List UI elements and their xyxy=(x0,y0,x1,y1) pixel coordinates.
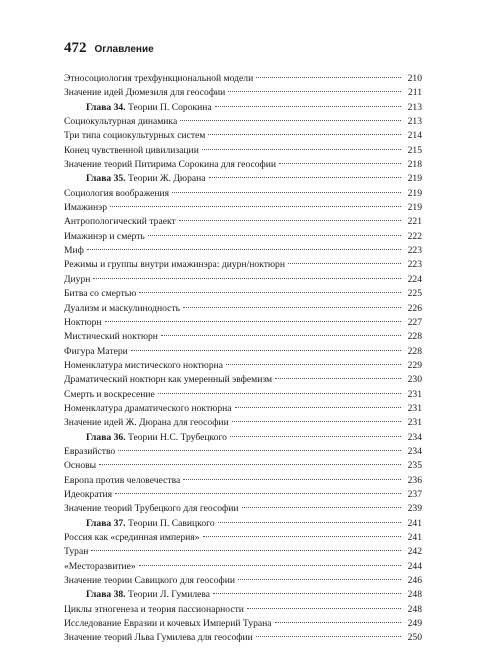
toc-page-number: 223 xyxy=(407,245,422,257)
toc-chapter-entry xyxy=(64,588,422,602)
table-of-contents xyxy=(64,72,422,646)
dot-leader xyxy=(215,106,401,107)
toc-entry-title: Диурн xyxy=(64,273,91,285)
toc-entry-title: Значение идей Дюмезиля для геософии xyxy=(64,87,226,99)
toc-entry-title: Антропологический траект xyxy=(64,216,176,228)
toc-entry xyxy=(64,129,422,143)
toc-entry-title: Значение идей Ж. Дюрана для геософии xyxy=(64,417,229,429)
toc-entry xyxy=(64,474,422,488)
dot-leader xyxy=(87,249,401,250)
toc-entry xyxy=(64,86,422,100)
chapter-title: Теории П. Сорокина xyxy=(127,101,212,113)
toc-page-number: 237 xyxy=(407,488,422,500)
dot-leader xyxy=(172,192,401,193)
toc-entry-title: Номенклатура мистического ноктюрна xyxy=(64,359,224,371)
toc-page-number: 231 xyxy=(407,388,422,400)
toc-entry xyxy=(64,574,422,588)
toc-entry-title: Миф xyxy=(64,245,84,257)
toc-page-number: 213 xyxy=(407,101,422,113)
dot-leader xyxy=(208,134,401,135)
dot-leader xyxy=(232,421,401,422)
dot-leader xyxy=(228,91,401,92)
toc-entry-title: Социология воображения xyxy=(64,187,170,199)
toc-entry-title: Битва со смертью xyxy=(64,288,137,300)
toc-page-number: 250 xyxy=(407,632,422,644)
dot-leader xyxy=(209,177,401,178)
dot-leader xyxy=(183,307,401,308)
toc-entry-title: Три типа социокультурных систем xyxy=(64,130,206,142)
chapter-title: Теории П. Савицкого xyxy=(127,517,215,529)
dot-leader xyxy=(226,364,401,365)
toc-entry xyxy=(64,502,422,516)
toc-entry xyxy=(64,244,422,258)
toc-entry xyxy=(64,258,422,272)
toc-entry-title: Идеократия xyxy=(64,488,113,500)
toc-page-number: 231 xyxy=(407,417,422,429)
toc-entry-title: Драматический ноктюрн как умеренный эвфемизм xyxy=(64,374,273,386)
toc-entry-title: Значение теорий Льва Гумилева для геософии xyxy=(64,632,253,644)
toc-entry-title: Основы xyxy=(64,460,97,472)
toc-entry xyxy=(64,330,422,344)
dot-leader xyxy=(256,77,401,78)
toc-entry-title: Номенклатура драматического ноктюрна xyxy=(64,402,232,414)
toc-page-number: 234 xyxy=(407,431,422,443)
dot-leader xyxy=(247,608,401,609)
dot-leader xyxy=(180,120,401,121)
dot-leader xyxy=(213,593,401,594)
toc-entry-title: Имажинэр xyxy=(64,202,108,214)
toc-chapter-entry xyxy=(64,517,422,531)
toc-entry xyxy=(64,201,422,215)
chapter-number: Глава 38. xyxy=(86,589,126,601)
toc-entry xyxy=(64,345,422,359)
chapter-number: Глава 35. xyxy=(86,173,126,185)
toc-page-number: 219 xyxy=(407,187,422,199)
dot-leader xyxy=(161,335,401,336)
toc-entry xyxy=(64,545,422,559)
toc-entry-title xyxy=(64,588,210,602)
toc-entry-title: Конец чувственной цивилизации xyxy=(64,144,199,156)
toc-page-number: 218 xyxy=(407,159,422,171)
toc-page-number: 230 xyxy=(407,374,422,386)
toc-page-number: 229 xyxy=(407,359,422,371)
toc-page-number: 228 xyxy=(407,331,422,343)
page-number: 472 xyxy=(64,40,87,56)
toc-entry-title: Значение теорий Питирима Сорокина для геософии xyxy=(64,159,277,171)
toc-entry-title xyxy=(64,172,206,186)
toc-entry-title: Мистический ноктюрн xyxy=(64,331,158,343)
toc-entry xyxy=(64,72,422,86)
toc-entry xyxy=(64,115,422,129)
toc-entry-title: Россия как «срединная империя» xyxy=(64,532,200,543)
toc-entry xyxy=(64,560,422,574)
toc-entry-title xyxy=(64,431,227,445)
toc-entry xyxy=(64,158,422,172)
dot-leader xyxy=(139,292,401,293)
dot-leader xyxy=(105,321,401,322)
dot-leader xyxy=(275,622,401,623)
chapter-number: Глава 34. xyxy=(86,101,126,113)
toc-entry xyxy=(64,359,422,373)
dot-leader xyxy=(139,565,401,566)
toc-entry-title: Этносоциология трехфункциональной модели xyxy=(64,73,254,84)
toc-page-number: 236 xyxy=(407,474,422,486)
toc-chapter-entry xyxy=(64,101,422,115)
toc-entry xyxy=(64,302,422,316)
toc-page-number: 231 xyxy=(407,402,422,414)
toc-entry xyxy=(64,215,422,229)
toc-entry-title: Режимы и группы внутри имажинэра: диурн/ноктюрн xyxy=(64,259,285,271)
toc-page-number: 225 xyxy=(407,288,422,300)
toc-entry xyxy=(64,287,422,301)
toc-page-number: 215 xyxy=(407,144,422,156)
toc-entry-title: Евразийство xyxy=(64,445,116,457)
toc-entry xyxy=(64,531,422,545)
dot-leader xyxy=(218,522,401,523)
toc-entry-title: Значение теорий Трубецкого для геософии xyxy=(64,503,239,515)
dot-leader xyxy=(279,163,401,164)
dot-leader xyxy=(275,378,401,379)
dot-leader xyxy=(118,450,401,451)
toc-entry-title: «Месторазвитие» xyxy=(64,560,136,572)
toc-entry xyxy=(64,488,422,502)
toc-page-number: 223 xyxy=(407,259,422,271)
toc-entry xyxy=(64,631,422,645)
dot-leader xyxy=(91,550,401,551)
toc-entry xyxy=(64,273,422,287)
dot-leader xyxy=(202,149,401,150)
dot-leader xyxy=(148,235,401,236)
toc-page-number: 210 xyxy=(407,73,422,84)
toc-page-number: 241 xyxy=(407,532,422,543)
toc-page-number: 214 xyxy=(407,130,422,142)
toc-entry-title: Европа против человечества xyxy=(64,474,181,486)
page-header xyxy=(64,40,154,57)
toc-page-number: 248 xyxy=(407,589,422,601)
toc-entry-title: Значение теории Савицкого для геософии xyxy=(64,575,235,587)
dot-leader xyxy=(235,407,401,408)
toc-page-number: 244 xyxy=(407,560,422,572)
dot-leader xyxy=(115,493,401,494)
dot-leader xyxy=(288,263,401,264)
toc-page-number: 241 xyxy=(407,517,422,529)
dot-leader xyxy=(230,436,401,437)
chapter-title: Теории Ж. Дюрана xyxy=(127,173,206,185)
toc-entry xyxy=(64,459,422,473)
toc-entry-title xyxy=(64,101,212,115)
toc-entry xyxy=(64,617,422,631)
chapter-title: Теории Н.С. Трубецкого xyxy=(127,431,227,443)
toc-entry-title: Смерть и воскресение xyxy=(64,388,155,400)
toc-page-number: 219 xyxy=(407,173,422,185)
toc-page-number: 227 xyxy=(407,316,422,328)
toc-entry-title: Дуализм и маскулинодность xyxy=(64,302,181,314)
toc-page-number: 213 xyxy=(407,116,422,128)
toc-chapter-entry xyxy=(64,431,422,445)
dot-leader xyxy=(238,579,401,580)
toc-entry-title: Фигура Матери xyxy=(64,345,128,357)
toc-page-number: 246 xyxy=(407,575,422,587)
dot-leader xyxy=(110,206,401,207)
toc-entry-title: Туран xyxy=(64,546,89,558)
chapter-number: Глава 37. xyxy=(86,517,126,529)
toc-page-number: 221 xyxy=(407,216,422,228)
toc-entry xyxy=(64,230,422,244)
dot-leader xyxy=(158,393,401,394)
toc-page-number: 242 xyxy=(407,546,422,558)
toc-page-number: 239 xyxy=(407,503,422,515)
dot-leader xyxy=(203,536,401,537)
dot-leader xyxy=(131,350,401,351)
toc-entry xyxy=(64,316,422,330)
chapter-title: Теории Л. Гумилева xyxy=(127,589,211,601)
toc-entry-title: Исследование Евразии и кочевых Империй Турана xyxy=(64,618,272,630)
toc-entry xyxy=(64,144,422,158)
toc-entry xyxy=(64,388,422,402)
toc-page-number: 211 xyxy=(407,87,422,99)
dot-leader xyxy=(179,220,401,221)
toc-page-number: 226 xyxy=(407,302,422,314)
toc-page-number: 249 xyxy=(407,618,422,630)
toc-page-number: 234 xyxy=(407,445,422,457)
toc-chapter-entry xyxy=(64,172,422,186)
toc-entry xyxy=(64,416,422,430)
dot-leader xyxy=(183,479,401,480)
toc-page-number: 219 xyxy=(407,202,422,214)
toc-page-number: 224 xyxy=(407,273,422,285)
toc-entry xyxy=(64,402,422,416)
toc-entry xyxy=(64,445,422,459)
toc-entry xyxy=(64,187,422,201)
toc-entry xyxy=(64,373,422,387)
toc-entry xyxy=(64,603,422,617)
toc-page-number: 248 xyxy=(407,603,422,615)
toc-page-number: 222 xyxy=(407,230,422,242)
toc-entry-title: Имажинэр и смерть xyxy=(64,230,145,242)
toc-entry-title: Ноктюрн xyxy=(64,316,102,328)
dot-leader xyxy=(99,464,401,465)
toc-page-number: 228 xyxy=(407,345,422,357)
dot-leader xyxy=(93,278,401,279)
running-title: Оглавление xyxy=(94,44,154,55)
chapter-number: Глава 36. xyxy=(86,431,126,443)
dot-leader xyxy=(242,507,402,508)
toc-page-number: 235 xyxy=(407,460,422,472)
dot-leader xyxy=(256,636,401,637)
toc-entry-title: Циклы этногенеза и теория пассионарности xyxy=(64,603,244,615)
toc-entry-title xyxy=(64,517,215,531)
toc-entry-title: Социокультурная динамика xyxy=(64,116,178,128)
